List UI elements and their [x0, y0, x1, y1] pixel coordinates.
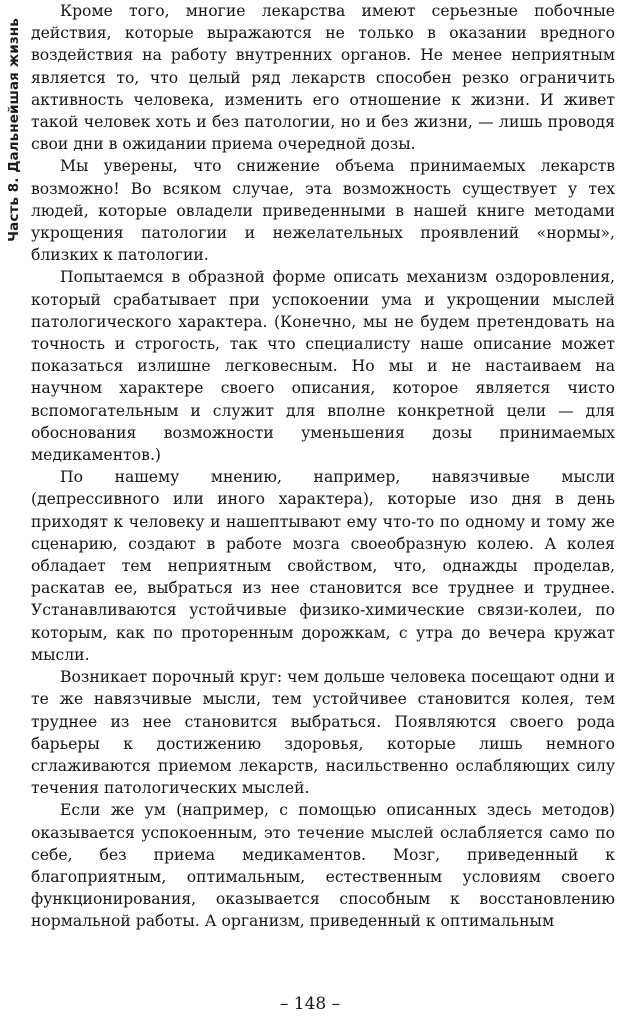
paragraph: Возникает порочный круг: чем дольше человека посещают одни и те же навязчивые мысли, тем устойчивее становится колея, тем труднее из нее становится выбраться. Появляются своего рода барьеры к достижению здоровья, которые лишь немного сглаживаются приемом лекарств, насильственно ослабляющих силу течения патологических мыслей. — [31, 668, 615, 798]
running-header-title: Часть 8. Дальнейшая жизнь — [6, 18, 22, 242]
page-body — [31, 0, 615, 933]
paragraph: По нашему мнению, например, навязчивые мысли (депрессивного или иного характера), которые изо дня в день приходят к человеку и нашептывают ему что-то по одному и тому же сценарию, создают в работе мозга своеобразную колею. А колея обладает тем неприятным свойством, что, однажды проделав, раскатав ее, выбраться из нее становится все труднее и труднее. Устанавливаются устойчивые физико-химические связи-колеи, по которым, как по проторенным дорожкам, с утра до вечера кружат мысли. — [31, 468, 615, 664]
paragraph: Если же ум (например, с помощью описанных здесь методов) оказывается успокоенным, это течение мыслей ослабляется само по себе, без приема медикаментов. Мозг, приведенный к благоприятным, оптимальным, естественным условиям своего функционирования, оказывается способным к восстановлению нормальной работы. А организм, приведенный к оптимальным — [31, 801, 615, 931]
page-number: – 148 – — [279, 994, 341, 1014]
paragraph: Попытаемся в образной форме описать механизм оздоровления, который срабатывает при успокоении ума и укрощении мыслей патологического характера. (Конечно, мы не будем претендовать на точность и строгость, так что специалисту наше описание может показаться излишне легковесным. Но мы и не настаиваем на научном характере своего описания, которое является чисто вспомогательным и служит для вполне конкретной цели — для обоснования возможности уменьшения дозы принимаемых медикаментов.) — [31, 268, 615, 465]
paragraph: Кроме того, многие лекарства имеют серьезные побочные действия, которые выражаются не только в оказании вредного воздействия на работу внутренних органов. Не менее неприятным является то, что целый ряд лекарств способен резко ограничить активность человека, изменить его отношение к жизни. И живет такой человек хоть и без патологии, но и без жизни, — лишь проводя свои дни в ожидании приема очередной дозы. — [31, 2, 615, 154]
running-header — [0, 0, 28, 260]
paragraph: Мы уверены, что снижение объема принимаемых лекарств возможно! Во всяком случае, эта возможность существует у тех людей, которые овладели приведенными в нашей книге методами укрощения патологии и нежелательных проявлений «нормы», близких к патологии. — [31, 157, 615, 265]
